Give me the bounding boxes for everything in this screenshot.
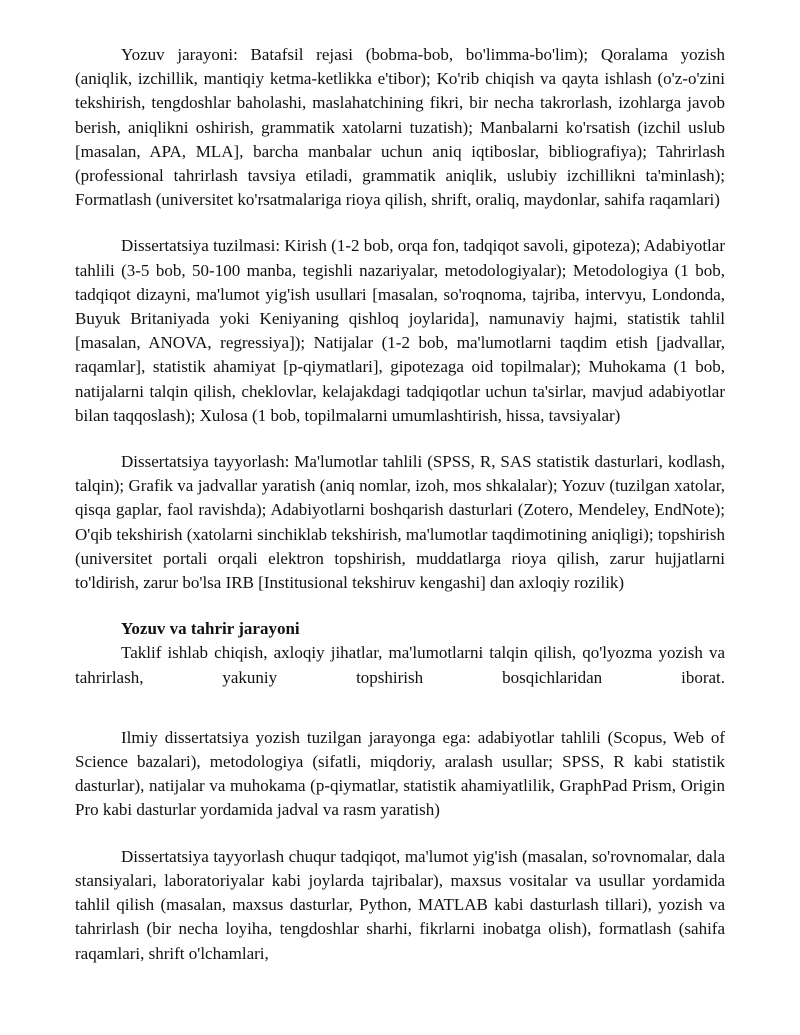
paragraph-writing-process: Yozuv jarayoni: Batafsil rejasi (bobma-bob, bo'limma-bo'lim); Qoralama yozish (aniqlik, izchillik, mantiqiy ketma-ketlikka e'tibor); Ko'rib chiqish va qayta ishlash (o'z-o'zini tekshirish, tengdoshlar baholashi, maslahatchining fikri, bir necha takrorlash, izohlarga javob berish, aniqlikni oshirish, grammatik xatolarni tuzatish); Manbalarni ko'rsatish (izchil uslub [masalan, APA, MLA], barcha manbalar uchun aniq iqtiboslar, bibliografiya); Tahrirlash (professional tahrirlash tavsiya etiladi, grammatik aniqlik, uslubiy izchillikni ta'minlash); Formatlash (universitet ko'rsatmalariga rioya qilish, shrift, oraliq, maydonlar, sahifa raqamlari) — [75, 45, 725, 210]
spacer — [75, 212, 725, 234]
section-heading: Yozuv va tahrir jarayoni — [121, 619, 300, 639]
spacer — [75, 428, 725, 450]
spacer — [75, 595, 725, 617]
document-page — [75, 43, 725, 966]
paragraph-dissertation-preparation: Dissertatsiya tayyorlash: Ma'lumotlar tahlili (SPSS, R, SAS statistik dasturlari, kodlash, talqin); Grafik va jadvallar yaratish (aniq nomlar, izoh, mos shkalalar); Yozuv (tuzilgan xatolar, qisqa gaplar, faol ravishda); Adabiyotlarni boshqarish dasturlari (Zotero, Mendeley, EndNote); O'qib tekshirish (xatolarni sinchiklab tekshirish, ma'lumotlar taqdimotining aniqligi); topshirish (universitet portali orqali elektron topshirish, muddatlarga rioya qilish, zarur hujjatlarni to'ldirish, zarur bo'lsa IRB [Institusional tekshiruv kengashi] dan axloqiy rozilik) — [75, 452, 725, 593]
paragraph-dissertation-research: Dissertatsiya tayyorlash chuqur tadqiqot, ma'lumot yig'ish (masalan, so'rovnomalar, dala stansiyalari, laboratoriyalar kabi joylarda tajribalar), maxsus vositalar va usullar yordamida tahlil qilish (masalan, maxsus dasturlar, Python, MATLAB kabi dasturlash tillari), yozish va tahrirlash (bir necha loyiha, tengdoshlar sharhi, fikrlarni inobatga olish), formatlash (sahifa raqamlari, shrift o'lchamlari, — [75, 846, 725, 963]
spacer — [75, 823, 725, 845]
spacer — [75, 690, 725, 726]
paragraph-dissertation-structure: Dissertatsiya tuzilmasi: Kirish (1-2 bob, orqa fon, tadqiqot savoli, gipoteza); Adabiyotlar tahlili (3-5 bob, 50-100 manba, tegishli nazariyalar, metodologiyalar); Metodologiya (1 bob, tadqiqot dizayni, ma'lumot yig'ish usullari [masalan, so'roqnoma, tajriba, intervyu, Londonda, Buyuk Britaniyada yoki Keniyaning qishloq joylarida], namunaviy hajmi, statistik tahlil [masalan, ANOVA, regressiya]); Natijalar (1-2 bob, ma'lumotlarni taqdim etish [jadvallar, raqamlar], statistik ahamiyat [p-qiymatlari], gipotezaga oid topilmalar); Muhokama (1 bob, natijalarni talqin qilish, cheklovlar, kelajakdagi tadqiqotlar uchun ta'sirlar, mavjud adabiyotlar bilan taqqoslash); Xulosa (1 bob, topilmalarni umumlashtirish, hissa, tavsiyalar) — [75, 236, 725, 425]
section-intro: Taklif ishlab chiqish, axloqiy jihatlar, ma'lumotlarni talqin qilish, qo'lyozma yozish va tahrirlash, yakuniy topshirish bosqichlaridan iborat. — [75, 643, 725, 687]
paragraph-scientific-dissertation: Ilmiy dissertatsiya yozish tuzilgan jarayonga ega: adabiyotlar tahlili (Scopus, Web of Science bazalari), metodologiya (sifatli, miqdoriy, aralash usullar; SPSS, R kabi statistik dasturlar), natijalar va muhokama (p-qiymatlar, statistik ahamiyatlilik, GraphPad Prism, Origin Pro kabi dasturlar yordamida jadval va rasm yaratish) — [75, 727, 725, 820]
